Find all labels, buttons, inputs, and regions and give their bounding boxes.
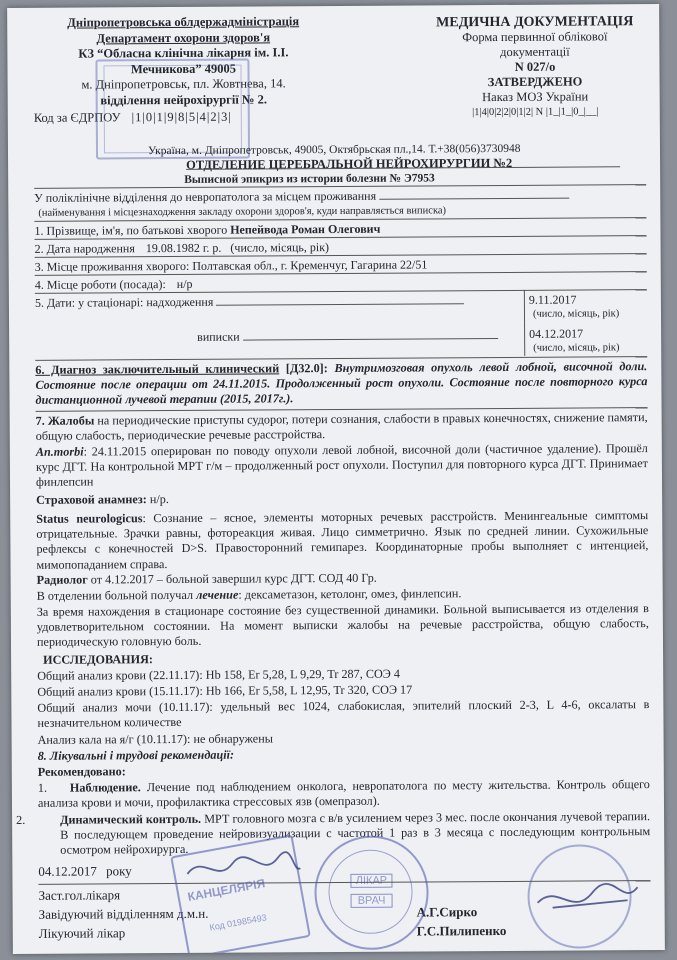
recommendation-1-text: Лечение под наблюдением онколога, невропатолога по месту жительства. Контроль общего анализа крови и мочи, профилактика стрессовых язв (омепразол). (37, 777, 650, 811)
footer-date-row (38, 864, 131, 879)
radiologist-label: Радиолог (36, 572, 88, 587)
hospital-course: За время нахождения в стационаре состояние без существенной динамики. Больной выписывается из отделения в удовлетворительном состоянии. На момент выписки жалобы на речевые расстройства, общую слабость, периодическую головную боль. (36, 601, 649, 650)
discharge-row (197, 328, 498, 344)
dates-separator (524, 290, 525, 323)
anamnesis-label: An.morbi (35, 444, 84, 459)
dob-value: 19.08.1982 г. р. (145, 240, 222, 256)
admission-date: 9.11.2017 (528, 292, 577, 307)
status-label: Status neurologicus (36, 511, 143, 526)
treatment-prefix: В отделении больной получал (36, 587, 194, 603)
recommendation-2-text: МРТ головного мозга с в/в усилением через 3 мес. после окончания лучевой терапии. В последующем проведение нейровизуализации с частотой 1 раз в 3 месяца с последующим контрольным осмотром нейрохирурга. (60, 809, 651, 858)
admission-note: (число, місяць, рік) (532, 308, 620, 320)
address-line: Україна, м. Дніпропетровськ, 49005, Октябрьская пл.,14. Т.+38(056)3730948 (147, 142, 521, 158)
work-row (35, 277, 193, 292)
form-line-2: Форма первинної облікової (462, 29, 608, 45)
form-approved: ЗАТВЕРДЖЕНО (487, 74, 583, 90)
neuro-status (36, 508, 648, 573)
treatment-label: лечение (196, 587, 239, 602)
form-header (427, 14, 643, 120)
complaints-label: 7. Жалобы (35, 413, 95, 428)
signer-2-name: А.Г.Сирко (416, 904, 478, 920)
insurance-value: н/р. (149, 492, 169, 507)
dob-note: (число, місяць, рік) (230, 240, 330, 255)
dob-row (35, 240, 330, 256)
status-text: : Сознание – ясное, элементы моторных речевых расстройств. Менингеальные симптомы отрицательные. Зрачки равны, фотореакция живая. Лицо симметрично. Язык по средней линии. Сухожильные рефлексы с конечностей D>S. Правосторонний гемипарез. Координаторные пробы выполняет с интенцией, мимопопаданием справа. (36, 508, 649, 572)
chancellery-stamp-code: Код 01985493 (208, 912, 268, 933)
chancellery-stamp-text: КАНЦЕЛЯРІЯ (186, 876, 267, 904)
referral-line (34, 188, 569, 205)
form-order-code: |1|4|0|2|2|0|1|2| N |1_|1_|0_|__| (472, 106, 599, 119)
address-value: Полтавская обл., г. Кременчуг, Гагарина 22/51 (192, 257, 428, 273)
recommendation-1: 1. Наблюдение. Лечение под наблюдением онколога, невропатолога по месту жительства. Контроль общего анализа крови и мочи, профилактика стрессовых язв (омепразол). (37, 777, 650, 811)
anamnesis-text: : 24.11.2015 оперирован по поводу опухоли левой лобной, височной доли (частичное удаление). Прошёл курс ДГТ. На контрольной МРТ г/м – продолженный рост опухоли. Поступил для повторного курса ДГТ. Принимает финлепсин (35, 441, 648, 490)
recommendation-2: 2. Динамический контроль. МРТ головного мозга с в/в усилением через 3 мес. после окончания лучевой терапии. В последующем проведение нейровизуализации с частотой 1 раз в 3 месяца с последующим контрольным осмотром нейрохирурга. (16, 809, 651, 858)
recommendation-2-label: Динамический контроль. (60, 811, 202, 827)
discharge-label: виписки (197, 329, 240, 344)
discharge-document (7, 4, 665, 954)
complaints-text: на периодические приступы судорог, потери сознания, слабости в правых конечностях, снижение памяти, общую слабость, периодические речевые расстройства. (35, 410, 648, 444)
patient-name-row (34, 222, 380, 238)
diagnosis-label: 6. Диагноз заключительный клинический (35, 361, 280, 377)
recommendations-subtitle: Рекомендовано: (37, 764, 126, 779)
header-line-2: Департамент охорони здоров'я (96, 29, 271, 45)
referral-text: У поліклінічне відділення до невропатолога за місцем проживання (34, 188, 377, 205)
studies-title: ИССЛЕДОВАНИЯ: (43, 652, 153, 667)
insurance (36, 489, 648, 508)
signature-1 (182, 848, 302, 889)
edrpou-label: Код за ЄДРПОУ (33, 110, 121, 125)
address-label: 3. Місце проживання хворого: (34, 258, 190, 274)
complaints (36, 410, 648, 444)
studies-item-4: Анализ кала на я/г (10.11.17): не обнаружены (37, 731, 273, 747)
discharge-date: 04.12.2017 (529, 326, 584, 341)
signer-2-role: Завідуючий відділенням д.м.н. (38, 905, 209, 922)
document-subtitle: Выписной эпикриз из истории болезни № Э7953 (184, 172, 435, 186)
discharge-note: (число, місяць, рік) (533, 342, 620, 354)
diagnosis-code: [Д32.0]: (285, 361, 328, 376)
footer-date: 04.12.2017 (38, 863, 97, 879)
patient-name-value: Непейвода Роман Олегович (230, 221, 381, 237)
footer-year-word: року (106, 863, 132, 879)
header-line-3: КЗ “Обласна клінічна лікарня ім. І.І. (78, 45, 289, 61)
signer-1-role: Заст.гол.лікаря (38, 887, 121, 903)
recommendations-title: 8. Лікувальні і трудові рекомендації: (37, 747, 235, 763)
form-number: N 027/о (514, 59, 556, 74)
form-order: Наказ МОЗ України (482, 89, 589, 105)
insurance-label: Страховой анамнез: (36, 492, 147, 507)
patient-name-label: 1. Прізвище, ім'я, по батькові хворого (34, 222, 228, 238)
recommendation-1-label: Наблюдение. (69, 780, 141, 795)
signer-3-name: Г.С.Пилипенко (416, 922, 507, 939)
anamnesis (36, 441, 648, 490)
header-line-1: Дніпропетровська облдержадміністрація (67, 14, 300, 30)
dob-label: 2. Дата народження (34, 241, 135, 256)
studies-item-1: Общий анализ крови (22.11.17): Hb 158, Er 5,28, L 9,29, Tr 287, СОЭ 4 (37, 666, 400, 683)
treatment-text: : дексаметазон, кетолонг, омез, финлепсин. (238, 586, 462, 602)
header-line-6: відділення нейрохірургії № 2. (100, 91, 268, 107)
dates-label: 5. Дати: у стаціонарі: надходження (34, 294, 214, 310)
work-value: н/р (176, 276, 193, 291)
dates-separator (524, 323, 525, 356)
doctor-round-stamp (314, 835, 429, 950)
dates-row (35, 293, 464, 310)
round-stamp-text-2: ВРАЧ (351, 894, 393, 908)
form-title: МЕДИЧНА ДОКУМЕНТАЦІЯ (436, 14, 634, 31)
address-row (35, 257, 428, 273)
radiologist-text: от 4.12.2017 – больной завершил курс ДГТ. СОД 40 Гр. (90, 570, 377, 587)
studies-item-3: Общий анализ мочи (10.11.17): удельный вес 1024, слабокислая, эпителий плоский 2-3, L 4-6, оксалаты в незначительном количестве (37, 697, 650, 731)
round-stamp-text-1: ЛІКАР (350, 874, 392, 888)
diagnosis (35, 359, 647, 408)
signer-3-role: Лікуючий лікар (38, 925, 126, 941)
referral-note: (найменування і місцезнаходження закладу охорони здоров'я, куди направляється виписка) (38, 205, 447, 219)
diagnosis-text: Внутримозговая опухоль левой лобной, височной доли. Состояние после операции от 24.11.2015. Продолженный рост опухоли. Состояние после повторного курса дистанционной лучевой терапии (2015, 2017г.). (35, 359, 648, 408)
header-line-5: м. Дніпропетровськ, пл. Жовтнева, 14. (81, 76, 286, 92)
department-title: ОТДЕЛЕНИЕ ЦЕРЕБРАЛЬНОЙ НЕЙРОХИРУРГИИ №2 (186, 155, 513, 172)
edrpou-value: |1|0|1|9|8|5|4|2|3| (131, 109, 232, 125)
studies-item-2: Общий анализ крови (15.11.17): Hb 166, Er 5,58, L 12,95, Tr 320, СОЭ 17 (37, 682, 413, 699)
form-line-3: документації (500, 44, 570, 59)
header-line-4: Мечникова” 49005 (130, 61, 236, 76)
work-label: 4. Місце роботи (посада): (34, 277, 166, 292)
signature-2 (532, 872, 642, 923)
